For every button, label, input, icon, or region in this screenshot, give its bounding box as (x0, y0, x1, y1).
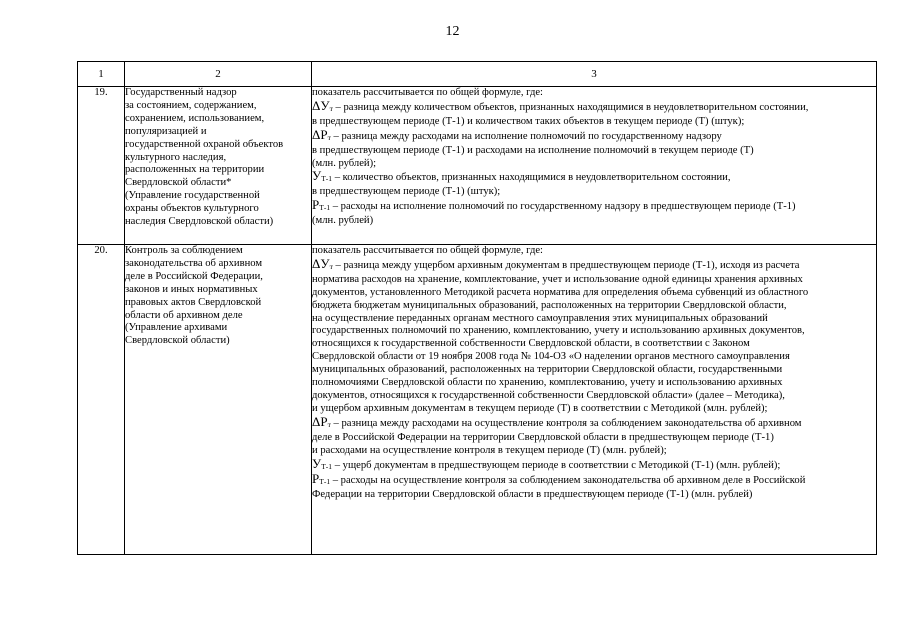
text-line: расположенных на территории (125, 164, 265, 176)
table-row (78, 87, 877, 245)
text-line (312, 489, 876, 502)
line-text: – расходы на исполнение полномочий по государственному надзору в предшествующем периоде (Т-1) (330, 201, 796, 213)
formula-subscript: Т-1 (319, 477, 331, 487)
formula-symbol: ΔР (312, 126, 328, 142)
line-text: муниципальных образований, расположенных на территории Свердловской области, государственными (312, 364, 783, 376)
line-text: – количество объектов, признанных находящимися в неудовлетворительном состоянии, (332, 172, 731, 184)
line-text: и расходами на осуществление контроля в текущем периоде (Т) (млн. рублей); (312, 444, 667, 456)
line-text: (млн. рублей); (312, 157, 377, 169)
text-line (312, 87, 876, 100)
text-line: (Управление государственной (125, 190, 260, 202)
text-line (312, 432, 876, 445)
formula-symbol: Р (312, 197, 320, 213)
line-text: и ущербом архивным документам в текущем периоде (Т) в соответствии с Методикой (млн. рублей); (312, 402, 768, 414)
text-line: государственной охраной объектов (125, 138, 284, 150)
text-line (312, 390, 876, 403)
text-line (312, 245, 876, 258)
row-number: 20. (78, 245, 125, 555)
text-line (312, 186, 876, 199)
text-line: Свердловской области) (125, 335, 230, 347)
text-line: Государственный надзор (125, 87, 237, 98)
text-line: сохранением, использованием, (125, 112, 265, 124)
line-text: документов, относящихся к государственной собственности Свердловской области» (далее – Методика), (312, 389, 785, 401)
text-line: Свердловской области* (125, 177, 232, 189)
line-text: на осуществление переданных органам местного самоуправления этих муниципальных образований (312, 312, 768, 324)
text-line (312, 199, 876, 215)
text-line: наследия Свердловской области) (125, 216, 274, 228)
line-text: документов, установленного Методикой расчета норматива для определения объема субвенций из областного (312, 286, 809, 298)
formula-symbol: У (312, 168, 322, 184)
text-line: популяризацией и (125, 125, 207, 137)
formula-symbol: Р (312, 471, 320, 487)
text-line (312, 255, 876, 274)
indicators-table (77, 61, 877, 555)
text-line: области об архивном деле (125, 309, 243, 321)
text-line (312, 287, 876, 300)
formula-symbol: ΔР (312, 413, 328, 429)
text-line (312, 215, 876, 228)
text-line: Контроль за соблюдением (125, 245, 243, 256)
formula-symbol: ΔУ (312, 97, 330, 113)
text-line: деле в Российской Федерации, (125, 270, 263, 282)
line-text: в предшествующем периоде (Т-1) и количеством таких объектов в текущем периоде (Т) (штук); (312, 115, 745, 127)
text-line (312, 145, 876, 158)
text-line (312, 170, 876, 186)
column-header-3: 3 (312, 62, 877, 87)
column-header-1: 1 (78, 62, 125, 87)
text-line (312, 313, 876, 326)
line-text: показатель рассчитывается по общей формуле, где: (312, 87, 543, 98)
text-line: правовых актов Свердловской (125, 296, 262, 308)
line-text: – разница между расходами на осуществление контроля за соблюдением законодательства об архивном (330, 417, 802, 429)
formula-subscript: Т-1 (321, 461, 333, 471)
text-line (312, 116, 876, 129)
line-text: в предшествующем периоде (Т-1) (штук); (312, 186, 501, 198)
line-text: в предшествующем периоде (Т-1) и расходами на исполнение полномочий в текущем периоде (Т) (312, 144, 754, 156)
formula-subscript: т (327, 132, 331, 142)
indicator-formula-description (312, 87, 877, 245)
indicator-name (125, 87, 312, 245)
text-line (312, 126, 876, 145)
table-header-row (78, 62, 877, 87)
line-text: норматива расходов на хранение, комплектование, учет и использование одной единицы хранения архивных (312, 273, 803, 285)
line-text: – расходы на осуществление контроля за соблюдением законодательства об архивном деле в Российской (330, 475, 806, 487)
text-line: за состоянием, содержанием, (125, 99, 257, 111)
formula-subscript: т (329, 103, 333, 113)
text-line (312, 158, 876, 171)
text-line (312, 338, 876, 351)
line-text: бюджета бюджетам муниципальных образований, расположенных на территории Свердловской области, (312, 299, 787, 311)
line-text: – ущерб документам в предшествующем периоде в соответствии с Методикой (Т-1) (млн. рублей); (332, 459, 781, 471)
text-line: охраны объектов культурного (125, 203, 259, 215)
text-line (312, 274, 876, 287)
formula-symbol: У (312, 455, 322, 471)
text-line (312, 377, 876, 390)
text-line (312, 455, 876, 474)
text-line (312, 473, 876, 489)
formula-subscript: Т-1 (321, 174, 333, 184)
text-line: законодательства об архивном (125, 257, 263, 269)
page-number: 12 (445, 24, 460, 39)
text-line (312, 403, 876, 416)
line-text: (млн. рублей) (312, 215, 374, 227)
text-line (312, 413, 876, 432)
line-text: Свердловской области от 19 ноября 2008 года № 104-ОЗ «О наделении органов местного самоуправления (312, 351, 790, 363)
text-line: культурного наследия, (125, 151, 227, 163)
text-line (312, 364, 876, 377)
indicator-formula-description (312, 245, 877, 555)
line-text: – разница между расходами на исполнение полномочий по государственному надзору (330, 130, 722, 142)
line-text: полномочиями Свердловской области по хранению, комплектованию, учету и использованию архивных (312, 377, 783, 389)
text-line (312, 351, 876, 364)
line-text: государственных полномочий по хранению, комплектованию, учету и использованию архивных документов, (312, 325, 805, 337)
formula-subscript: т (329, 261, 333, 271)
text-line: (Управление архивами (125, 322, 228, 334)
table-row (78, 245, 877, 555)
line-text: – разница между количеством объектов, признанных находящимися в неудовлетворительном состоянии, (332, 101, 809, 113)
formula-subscript: Т-1 (319, 203, 331, 213)
line-text: показатель рассчитывается по общей формуле, где: (312, 245, 543, 256)
text-line: законов и иных нормативных (125, 283, 258, 295)
line-text: – разница между ущербом архивным документам в предшествующем периоде (Т-1), исходя из расчета (332, 259, 800, 271)
line-text: Федерации на территории Свердловской области в предшествующем периоде (Т-1) (млн. рублей) (312, 489, 753, 501)
indicator-name (125, 245, 312, 555)
text-line (312, 445, 876, 458)
line-text: деле в Российской Федерации на территории Свердловской области в предшествующем периоде (Т-1) (312, 431, 774, 443)
line-text: относящихся к государственной собственности Свердловской области, в соответствии с Законом (312, 338, 750, 350)
text-line (312, 97, 876, 116)
text-line (312, 300, 876, 313)
formula-subscript: т (327, 419, 331, 429)
formula-symbol: ΔУ (312, 255, 330, 271)
column-header-2: 2 (125, 62, 312, 87)
row-number: 19. (78, 87, 125, 245)
text-line (312, 325, 876, 338)
